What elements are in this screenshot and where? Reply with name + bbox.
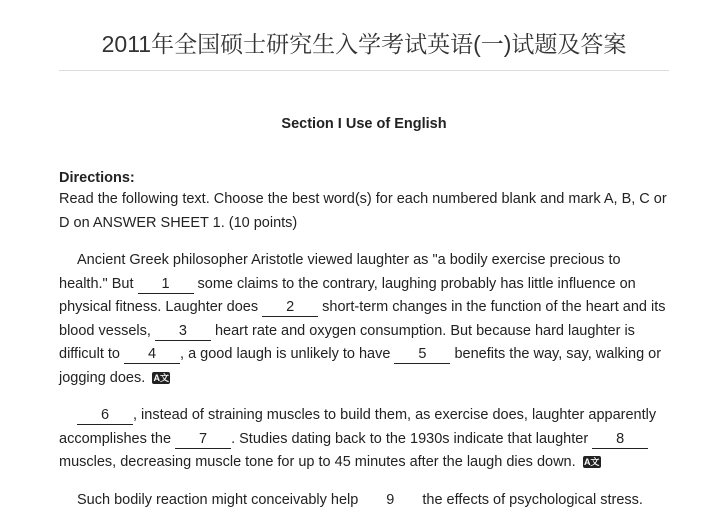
passage-text: , a good laugh is unlikely to have: [180, 346, 395, 362]
article: [59, 0, 669, 512]
passage-paragraph: [59, 404, 669, 475]
passage: [59, 249, 669, 512]
page-title: 2011年全国硕士研究生入学考试英语(一)试题及答案: [101, 31, 627, 57]
passage-text: Ancient Greek philosopher Aristotle viewed laughter as "a bodily exercise precious to health." But: [59, 252, 621, 292]
passage-paragraph: [59, 249, 669, 390]
passage-text: Such bodily reaction might conceivably help: [77, 491, 363, 508]
translate-icon[interactable]: A文: [153, 372, 170, 383]
translate-icon[interactable]: A文: [583, 457, 600, 468]
passage-text: short-term changes in the function of the heart and its blood vessels,: [59, 299, 666, 339]
passage-text: , instead of straining muscles to build them, as exercise does, laughter apparently accomplishes the: [59, 407, 657, 447]
passage-text: some claims to the contrary, laughing probably has little influence on physical fitness. Laughter does: [59, 275, 636, 315]
numbered-blank: 6: [77, 406, 133, 425]
numbered-blank: 9: [386, 491, 395, 508]
section-heading: Section I Use of English: [281, 116, 447, 132]
directions-heading: Directions:: [59, 170, 135, 186]
numbered-blank: 1: [138, 275, 194, 294]
passage-text: the effects of psychological stress.: [418, 491, 643, 508]
passage-paragraph: [59, 489, 669, 513]
numbered-blank: 2: [262, 298, 318, 317]
divider: [59, 70, 669, 71]
directions-text: Read the following text. Choose the best word(s) for each numbered blank and mark A, B, C or D on ANSWER SHEET 1. (10 points): [59, 191, 667, 231]
passage-text: benefits the way, say, walking or jogging does.: [59, 346, 662, 386]
numbered-blank: 8: [592, 430, 648, 449]
numbered-blank: 5: [394, 345, 450, 364]
numbered-blank: 3: [155, 322, 211, 341]
numbered-blank: 7: [175, 430, 231, 449]
passage-text: heart rate and oxygen consumption. But because hard laughter is difficult to: [59, 322, 635, 362]
passage-text: muscles, decreasing muscle tone for up to 45 minutes after the laugh dies down.: [59, 454, 576, 470]
passage-text: . Studies dating back to the 1930s indicate that laughter: [231, 430, 593, 447]
numbered-blank: 4: [124, 345, 180, 364]
